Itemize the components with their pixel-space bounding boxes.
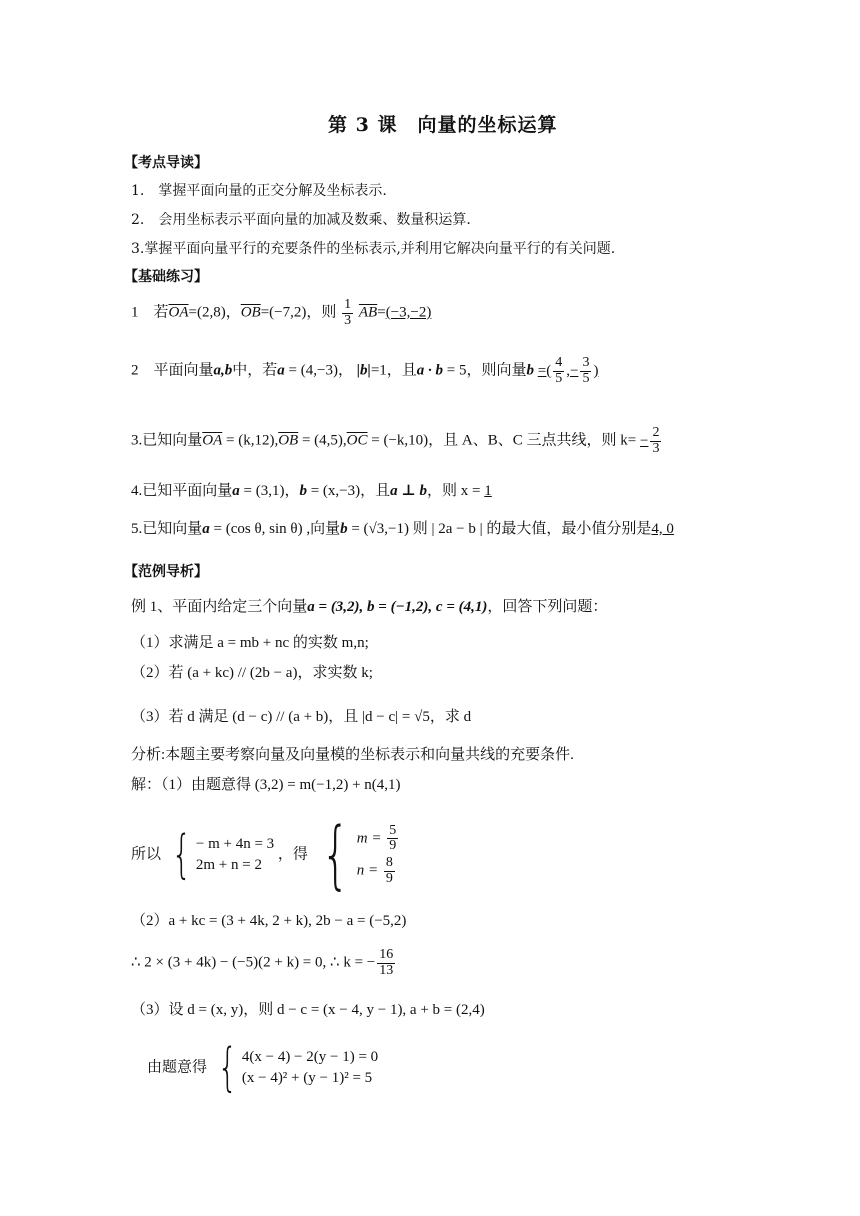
- solution-3-system: 由题意得 { 4(x − 4) − 2(y − 1) = 0 (x − 4)² + (y − 1)² = 5: [147, 1038, 379, 1098]
- section-jichu: 【基础练习】: [124, 269, 208, 285]
- example-1-part-3: （3）若 d 满足 (d − c) // (a + b)，且 |d − c| = √5，求 d: [131, 709, 472, 725]
- solution-1-system: 所以 { − m + 4n = 3 2m + n = 2 ，得 { m = $\frac{5}{9}$ n = $\frac{8}{9}$: [131, 812, 397, 898]
- answer: =( $\frac{4}{5}$ ,− $\frac{3}{5}$ ): [537, 355, 599, 386]
- example-1-part-2: （2）若 (a + kc) // (2b − a)，求实数 k;: [131, 665, 373, 681]
- answer: 4, 0: [651, 521, 674, 537]
- exercise-5: 5.已知向量a = (cos θ, sin θ) ,向量b = (√3,−1) 则 | 2a − b | 的最大值，最小值分别是4, 0: [131, 521, 674, 537]
- answer: 1: [484, 483, 492, 499]
- exercise-3: 3.已知向量$\overline{OA} = (k,12),\overline{OB} = (4,5),\overline{OC} = (-k,10)$，且 A、B、C 三点共线，则 k= − $\frac{2}{3}$: [131, 426, 663, 456]
- exercise-4: 4.已知平面向量a = (3,1)，b = (x,−3)，且a ⊥ b，则 x = 1: [131, 483, 492, 499]
- answer: (−3,−2): [385, 304, 432, 321]
- kaodian-item-2: 2. 会用坐标表示平面向量的加减及数乘、数量积运算.: [131, 212, 471, 228]
- exercise-1: 1 若$\overline{OA}=(2,8)$，$\overline{OB}=(-7,2)$，则 $\frac{1}{3}$ $\overline{AB}=(-3,-2)$: [131, 297, 432, 328]
- solution-2: （2）a + kc = (3 + 4k, 2 + k), 2b − a = (−5,2): [131, 913, 407, 929]
- solution-3: （3）设 d = (x, y)，则 d − c = (x − 4, y − 1), a + b = (2,4): [131, 1002, 485, 1018]
- section-kaodian: 【考点导读】: [124, 155, 208, 171]
- solution-2-result: ∴ 2 × (3 + 4k) − (−5)(2 + k) = 0, ∴ k = − $\frac{16}{13}$: [131, 947, 394, 978]
- example-1-part-1: （1）求满足 a = mb + nc 的实数 m,n;: [131, 635, 369, 651]
- solution-1: 解：（1）由题意得 (3,2) = m(−1,2) + n(4,1): [131, 777, 401, 793]
- page-title: 第 3 课 向量的坐标运算: [328, 114, 558, 136]
- kaodian-item-1: 1. 掌握平面向量的正交分解及坐标表示.: [131, 183, 387, 199]
- analysis: 分析:本题主要考察向量及向量模的坐标表示和向量共线的充要条件.: [131, 747, 574, 763]
- fraction: $\frac{1}{3}$: [344, 297, 352, 328]
- example-1-stem: 例 1、平面内给定三个向量a = (3,2), b = (−1,2), c = (4,1)，回答下列问题：: [131, 599, 608, 615]
- kaodian-item-3: 3.掌握平面向量平行的充要条件的坐标表示,并利用它解决向量平行的有关问题.: [131, 241, 616, 257]
- section-fanli: 【范例导析】: [124, 564, 208, 580]
- answer: − $\frac{2}{3}$: [639, 425, 660, 456]
- exercise-2: 2 平面向量a,b中，若a = (4,−3)， |b|=1，且a · b = 5，则向量b =( $\frac{4}{5}$ ,− $\frac{3}{5}$ ): [131, 355, 599, 386]
